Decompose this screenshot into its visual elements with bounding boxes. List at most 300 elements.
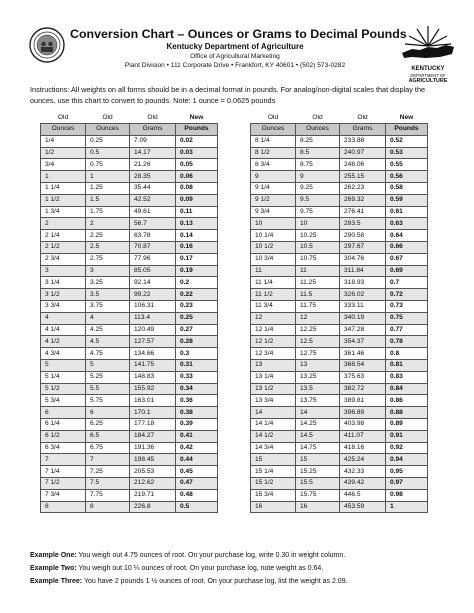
grams-cell: 99.22 bbox=[130, 289, 176, 301]
ounces-decimal-cell: 10.75 bbox=[296, 253, 340, 265]
pounds-cell: 0.98 bbox=[386, 489, 428, 501]
pounds-cell: 0.34 bbox=[176, 383, 218, 395]
table-row bbox=[251, 218, 428, 230]
table-row bbox=[41, 159, 218, 171]
table-row bbox=[41, 171, 218, 183]
grams-cell: 318.93 bbox=[340, 277, 386, 289]
pounds-cell: 0.5 bbox=[176, 501, 218, 513]
grams-cell: 269.32 bbox=[340, 194, 386, 206]
ounces-decimal-cell: 10 bbox=[296, 218, 340, 230]
ounces-decimal-cell: 1.5 bbox=[86, 194, 130, 206]
pounds-cell: 0.19 bbox=[176, 265, 218, 277]
department-name: Kentucky Department of Agriculture bbox=[166, 42, 304, 51]
pounds-cell: 0.17 bbox=[176, 253, 218, 265]
grams-cell: 354.37 bbox=[340, 336, 386, 348]
table-row bbox=[251, 336, 428, 348]
pounds-cell: 0.83 bbox=[386, 371, 428, 383]
column-header: Pounds bbox=[386, 124, 428, 136]
grams-cell: 177.18 bbox=[130, 418, 176, 430]
pounds-cell: 0.09 bbox=[176, 194, 218, 206]
pounds-cell: 0.48 bbox=[176, 489, 218, 501]
ounces-fraction-cell: 8 1/2 bbox=[251, 147, 296, 159]
ounces-decimal-cell: 10.5 bbox=[296, 241, 340, 253]
grams-cell: 403.98 bbox=[340, 418, 386, 430]
ounces-decimal-cell: 16 bbox=[296, 501, 340, 513]
ounces-fraction-cell: 8 1/4 bbox=[251, 135, 296, 147]
grams-cell: 184.27 bbox=[130, 430, 176, 442]
table-row bbox=[251, 383, 428, 395]
ounces-decimal-cell: 10.25 bbox=[296, 230, 340, 242]
grams-cell: 432.33 bbox=[340, 466, 386, 478]
kentucky-seal-icon bbox=[29, 27, 65, 63]
ounces-fraction-cell: 12 1/2 bbox=[251, 336, 296, 348]
table-row bbox=[251, 371, 428, 383]
grams-cell: 113.4 bbox=[130, 312, 176, 324]
ounces-decimal-cell: 11.5 bbox=[296, 289, 340, 301]
example-three: Example Three: You have 2 pounds 1 ½ ounces of root. On your purchase log, list the weight as 2.09. bbox=[30, 578, 348, 585]
top-label: New bbox=[189, 113, 204, 121]
table-row bbox=[251, 135, 428, 147]
ounces-decimal-cell: 2.5 bbox=[86, 241, 130, 253]
ounces-fraction-cell: 5 bbox=[41, 359, 86, 371]
pounds-cell: 0.52 bbox=[386, 135, 428, 147]
grams-cell: 21.26 bbox=[130, 159, 176, 171]
pounds-cell: 0.97 bbox=[386, 477, 428, 489]
table-row bbox=[41, 289, 218, 301]
table-row bbox=[251, 501, 428, 513]
pounds-cell: 0.28 bbox=[176, 336, 218, 348]
ounces-fraction-cell: 15 1/2 bbox=[251, 477, 296, 489]
table-row bbox=[41, 312, 218, 324]
grams-cell: 418.16 bbox=[340, 442, 386, 454]
ounces-decimal-cell: 14.25 bbox=[296, 418, 340, 430]
pounds-cell: 0.39 bbox=[176, 418, 218, 430]
ounces-decimal-cell: 5.25 bbox=[86, 371, 130, 383]
ounces-decimal-cell: 15.25 bbox=[296, 466, 340, 478]
ounces-fraction-cell: 11 1/2 bbox=[251, 289, 296, 301]
grams-cell: 262.23 bbox=[340, 182, 386, 194]
ounces-decimal-cell: 6 bbox=[86, 407, 130, 419]
ounces-decimal-cell: 13.5 bbox=[296, 383, 340, 395]
table-row bbox=[41, 265, 218, 277]
ounces-fraction-cell: 7 1/2 bbox=[41, 477, 86, 489]
table-row bbox=[41, 218, 218, 230]
ounces-decimal-cell: 6.75 bbox=[86, 442, 130, 454]
ounces-fraction-cell: 6 3/4 bbox=[41, 442, 86, 454]
column-header: Grams bbox=[130, 124, 176, 136]
grams-cell: 127.57 bbox=[130, 336, 176, 348]
ounces-fraction-cell: 2 1/2 bbox=[41, 241, 86, 253]
ounces-fraction-cell: 10 1/2 bbox=[251, 241, 296, 253]
column-header: Grams bbox=[340, 124, 386, 136]
grams-cell: 255.15 bbox=[340, 171, 386, 183]
ounces-decimal-cell: 7.25 bbox=[86, 466, 130, 478]
pounds-cell: 0.03 bbox=[176, 147, 218, 159]
grams-cell: 396.89 bbox=[340, 407, 386, 419]
grams-cell: 134.66 bbox=[130, 348, 176, 360]
table-row bbox=[41, 230, 218, 242]
ounces-fraction-cell: 12 bbox=[251, 312, 296, 324]
table-row bbox=[251, 253, 428, 265]
ounces-fraction-cell: 2 3/4 bbox=[41, 253, 86, 265]
ounces-fraction-cell: 5 3/4 bbox=[41, 395, 86, 407]
table-row bbox=[41, 135, 218, 147]
grams-cell: 70.87 bbox=[130, 241, 176, 253]
grams-cell: 425.24 bbox=[340, 454, 386, 466]
ounces-fraction-cell: 9 3/4 bbox=[251, 206, 296, 218]
pounds-cell: 0.41 bbox=[176, 430, 218, 442]
table-row bbox=[41, 206, 218, 218]
pounds-cell: 0.64 bbox=[386, 230, 428, 242]
ounces-decimal-cell: 2.25 bbox=[86, 230, 130, 242]
grams-cell: 226.8 bbox=[130, 501, 176, 513]
ounces-fraction-cell: 14 1/2 bbox=[251, 430, 296, 442]
table-row bbox=[251, 312, 428, 324]
pounds-cell: 0.02 bbox=[176, 135, 218, 147]
ounces-fraction-cell: 4 1/4 bbox=[41, 324, 86, 336]
ounces-decimal-cell: 7 bbox=[86, 454, 130, 466]
ounces-decimal-cell: 9.25 bbox=[296, 182, 340, 194]
pounds-cell: 0.89 bbox=[386, 418, 428, 430]
ounces-decimal-cell: 1.75 bbox=[86, 206, 130, 218]
table-row bbox=[41, 194, 218, 206]
ounces-decimal-cell: 13.25 bbox=[296, 371, 340, 383]
table-row bbox=[41, 395, 218, 407]
kentucky-state-icon bbox=[400, 22, 456, 66]
ounces-fraction-cell: 13 bbox=[251, 359, 296, 371]
pounds-cell: 0.77 bbox=[386, 324, 428, 336]
ounces-decimal-cell: 1 bbox=[86, 171, 130, 183]
pounds-cell: 0.58 bbox=[386, 182, 428, 194]
ounces-decimal-cell: 1.25 bbox=[86, 182, 130, 194]
pounds-cell: 0.38 bbox=[176, 407, 218, 419]
instructions-text: Instructions: All weights on all forms should be in a decimal format in pounds. For analog/non-digital scales that display the ounces, use this chart to convert to pounds. Note: 1 ounce = 0.0625 pounds bbox=[30, 85, 426, 105]
ounces-fraction-cell: 5 1/4 bbox=[41, 371, 86, 383]
ounces-fraction-cell: 3 bbox=[41, 265, 86, 277]
grams-cell: 333.11 bbox=[340, 300, 386, 312]
ounces-decimal-cell: 3.75 bbox=[86, 300, 130, 312]
grams-cell: 85.05 bbox=[130, 265, 176, 277]
pounds-cell: 0.27 bbox=[176, 324, 218, 336]
table-row bbox=[251, 289, 428, 301]
table-row bbox=[41, 300, 218, 312]
example-one: Example One: You weigh out 4.75 ounces of root. On your purchase log, write 0.30 in weight column. bbox=[30, 552, 346, 559]
table-row bbox=[41, 418, 218, 430]
ounces-decimal-cell: 11.75 bbox=[296, 300, 340, 312]
table-row bbox=[251, 277, 428, 289]
ounces-decimal-cell: 12.75 bbox=[296, 348, 340, 360]
ounces-decimal-cell: 13 bbox=[296, 359, 340, 371]
ounces-decimal-cell: 12.5 bbox=[296, 336, 340, 348]
grams-cell: 283.5 bbox=[340, 218, 386, 230]
pounds-cell: 0.59 bbox=[386, 194, 428, 206]
ounces-fraction-cell: 6 1/4 bbox=[41, 418, 86, 430]
ounces-decimal-cell: 0.5 bbox=[86, 147, 130, 159]
grams-cell: 14.17 bbox=[130, 147, 176, 159]
grams-cell: 368.54 bbox=[340, 359, 386, 371]
pounds-cell: 0.63 bbox=[386, 218, 428, 230]
table-row bbox=[41, 383, 218, 395]
grams-cell: 326.02 bbox=[340, 289, 386, 301]
ounces-fraction-cell: 10 1/4 bbox=[251, 230, 296, 242]
table-row bbox=[251, 430, 428, 442]
ounces-decimal-cell: 9.5 bbox=[296, 194, 340, 206]
grams-cell: 35.44 bbox=[130, 182, 176, 194]
ounces-decimal-cell: 11.25 bbox=[296, 277, 340, 289]
top-label: Old bbox=[357, 113, 368, 121]
grams-cell: 389.81 bbox=[340, 395, 386, 407]
ounces-fraction-cell: 16 bbox=[251, 501, 296, 513]
grams-cell: 163.01 bbox=[130, 395, 176, 407]
table-row bbox=[41, 253, 218, 265]
pounds-cell: 0.84 bbox=[386, 383, 428, 395]
table-row bbox=[251, 489, 428, 501]
ounces-decimal-cell: 6.5 bbox=[86, 430, 130, 442]
column-header: Ounces bbox=[86, 124, 130, 136]
pounds-cell: 0.94 bbox=[386, 454, 428, 466]
grams-cell: 212.62 bbox=[130, 477, 176, 489]
grams-cell: 198.45 bbox=[130, 454, 176, 466]
ounces-decimal-cell: 12 bbox=[296, 312, 340, 324]
ounces-decimal-cell: 5.75 bbox=[86, 395, 130, 407]
ounces-decimal-cell: 9.75 bbox=[296, 206, 340, 218]
ounces-fraction-cell: 1 3/4 bbox=[41, 206, 86, 218]
table-row bbox=[41, 359, 218, 371]
ounces-fraction-cell: 1/2 bbox=[41, 147, 86, 159]
ounces-decimal-cell: 15 bbox=[296, 454, 340, 466]
pounds-cell: 0.42 bbox=[176, 442, 218, 454]
pounds-cell: 0.3 bbox=[176, 348, 218, 360]
grams-cell: 219.71 bbox=[130, 489, 176, 501]
pounds-cell: 0.88 bbox=[386, 407, 428, 419]
table-row bbox=[41, 324, 218, 336]
table-row bbox=[251, 477, 428, 489]
table-row bbox=[251, 324, 428, 336]
pounds-cell: 0.91 bbox=[386, 430, 428, 442]
grams-cell: 311.84 bbox=[340, 265, 386, 277]
top-label: New bbox=[399, 113, 414, 121]
ounces-fraction-cell: 9 1/4 bbox=[251, 182, 296, 194]
ounces-fraction-cell: 4 3/4 bbox=[41, 348, 86, 360]
ounces-fraction-cell: 2 1/4 bbox=[41, 230, 86, 242]
grams-cell: 92.14 bbox=[130, 277, 176, 289]
column-header: Ounces bbox=[41, 124, 86, 136]
grams-cell: 233.88 bbox=[340, 135, 386, 147]
ounces-fraction-cell: 9 bbox=[251, 171, 296, 183]
logo-line-1: KENTUCKY bbox=[411, 66, 445, 72]
table-row bbox=[251, 466, 428, 478]
ounces-decimal-cell: 14 bbox=[296, 407, 340, 419]
ounces-fraction-cell: 8 bbox=[41, 501, 86, 513]
table-row bbox=[41, 277, 218, 289]
grams-cell: 297.67 bbox=[340, 241, 386, 253]
ounces-decimal-cell: 13.75 bbox=[296, 395, 340, 407]
grams-cell: 361.46 bbox=[340, 348, 386, 360]
ounces-decimal-cell: 0.75 bbox=[86, 159, 130, 171]
table-row bbox=[251, 230, 428, 242]
grams-cell: 155.92 bbox=[130, 383, 176, 395]
table-row bbox=[41, 336, 218, 348]
logo-line-3: AGRICULTURE bbox=[408, 78, 448, 84]
column-headers bbox=[41, 124, 218, 136]
ounces-decimal-cell: 15.75 bbox=[296, 489, 340, 501]
table-row bbox=[41, 477, 218, 489]
grams-cell: 77.96 bbox=[130, 253, 176, 265]
logo-line-2: DEPARTMENT OF bbox=[410, 73, 446, 78]
ounces-fraction-cell: 6 bbox=[41, 407, 86, 419]
conversion-table-right bbox=[250, 112, 428, 513]
ounces-decimal-cell: 3.25 bbox=[86, 277, 130, 289]
pounds-cell: 0.25 bbox=[176, 312, 218, 324]
pounds-cell: 0.11 bbox=[176, 206, 218, 218]
column-header: Pounds bbox=[176, 124, 218, 136]
ounces-fraction-cell: 13 3/4 bbox=[251, 395, 296, 407]
table-row bbox=[251, 348, 428, 360]
pounds-cell: 0.7 bbox=[386, 277, 428, 289]
top-label: Old bbox=[102, 113, 113, 121]
pounds-cell: 0.92 bbox=[386, 442, 428, 454]
column-header: Ounces bbox=[296, 124, 340, 136]
table-row bbox=[251, 241, 428, 253]
table-row bbox=[41, 371, 218, 383]
ounces-decimal-cell: 3.5 bbox=[86, 289, 130, 301]
ounces-decimal-cell: 2 bbox=[86, 218, 130, 230]
ounces-decimal-cell: 3 bbox=[86, 265, 130, 277]
pounds-cell: 0.69 bbox=[386, 265, 428, 277]
table-row bbox=[41, 430, 218, 442]
grams-cell: 411.07 bbox=[340, 430, 386, 442]
ounces-fraction-cell: 9 1/2 bbox=[251, 194, 296, 206]
pounds-cell: 0.75 bbox=[386, 312, 428, 324]
ounces-fraction-cell: 4 1/2 bbox=[41, 336, 86, 348]
ounces-fraction-cell: 2 bbox=[41, 218, 86, 230]
column-header: Ounces bbox=[251, 124, 296, 136]
grams-cell: 340.19 bbox=[340, 312, 386, 324]
ounces-fraction-cell: 15 bbox=[251, 454, 296, 466]
ounces-decimal-cell: 8.75 bbox=[296, 159, 340, 171]
grams-cell: 248.06 bbox=[340, 159, 386, 171]
ounces-decimal-cell: 9 bbox=[296, 171, 340, 183]
grams-cell: 148.83 bbox=[130, 371, 176, 383]
pounds-cell: 0.45 bbox=[176, 466, 218, 478]
table-row bbox=[251, 194, 428, 206]
ounces-fraction-cell: 12 1/4 bbox=[251, 324, 296, 336]
ounces-decimal-cell: 12.25 bbox=[296, 324, 340, 336]
ounces-decimal-cell: 2.75 bbox=[86, 253, 130, 265]
pounds-cell: 0.78 bbox=[386, 336, 428, 348]
ounces-fraction-cell: 4 bbox=[41, 312, 86, 324]
grams-cell: 56.7 bbox=[130, 218, 176, 230]
ounces-fraction-cell: 6 1/2 bbox=[41, 430, 86, 442]
grams-cell: 42.52 bbox=[130, 194, 176, 206]
grams-cell: 446.5 bbox=[340, 489, 386, 501]
table-row bbox=[41, 466, 218, 478]
table-row bbox=[41, 442, 218, 454]
ounces-fraction-cell: 8 3/4 bbox=[251, 159, 296, 171]
ounces-decimal-cell: 4.5 bbox=[86, 336, 130, 348]
pounds-cell: 0.16 bbox=[176, 241, 218, 253]
top-label: Old bbox=[267, 113, 279, 121]
grams-cell: 49.61 bbox=[130, 206, 176, 218]
pounds-cell: 0.72 bbox=[386, 289, 428, 301]
table-row bbox=[41, 241, 218, 253]
grams-cell: 120.49 bbox=[130, 324, 176, 336]
ounces-fraction-cell: 15 3/4 bbox=[251, 489, 296, 501]
table-row bbox=[41, 348, 218, 360]
ounces-fraction-cell: 1 bbox=[41, 171, 86, 183]
grams-cell: 347.28 bbox=[340, 324, 386, 336]
ounces-fraction-cell: 3/4 bbox=[41, 159, 86, 171]
pounds-cell: 0.81 bbox=[386, 359, 428, 371]
column-headers bbox=[251, 124, 428, 136]
ounces-fraction-cell: 3 1/2 bbox=[41, 289, 86, 301]
table-row bbox=[251, 442, 428, 454]
ounces-fraction-cell: 7 3/4 bbox=[41, 489, 86, 501]
ounces-fraction-cell: 10 bbox=[251, 218, 296, 230]
ounces-fraction-cell: 12 3/4 bbox=[251, 348, 296, 360]
address-line: Plant Division • 111 Corporate Drive • Frankfort, KY 40601 • (502) 573-0282 bbox=[124, 62, 346, 69]
pounds-cell: 0.23 bbox=[176, 300, 218, 312]
ounces-decimal-cell: 7.75 bbox=[86, 489, 130, 501]
conversion-table-left bbox=[40, 112, 218, 513]
pounds-cell: 0.06 bbox=[176, 171, 218, 183]
ounces-fraction-cell: 7 1/4 bbox=[41, 466, 86, 478]
ounces-fraction-cell: 1 1/4 bbox=[41, 182, 86, 194]
ounces-fraction-cell: 11 bbox=[251, 265, 296, 277]
pounds-cell: 0.31 bbox=[176, 359, 218, 371]
ounces-fraction-cell: 1/4 bbox=[41, 135, 86, 147]
ounces-fraction-cell: 1 1/2 bbox=[41, 194, 86, 206]
ounces-decimal-cell: 4.75 bbox=[86, 348, 130, 360]
pounds-cell: 0.47 bbox=[176, 477, 218, 489]
table-row bbox=[251, 182, 428, 194]
grams-cell: 141.75 bbox=[130, 359, 176, 371]
table-row bbox=[251, 147, 428, 159]
pounds-cell: 0.05 bbox=[176, 159, 218, 171]
ounces-fraction-cell: 14 1/4 bbox=[251, 418, 296, 430]
grams-cell: 240.97 bbox=[340, 147, 386, 159]
table-row bbox=[251, 300, 428, 312]
table-row bbox=[251, 407, 428, 419]
grams-cell: 453.59 bbox=[340, 501, 386, 513]
table-row bbox=[251, 418, 428, 430]
grams-cell: 7.09 bbox=[130, 135, 176, 147]
grams-cell: 106.31 bbox=[130, 300, 176, 312]
pounds-cell: 0.61 bbox=[386, 206, 428, 218]
ounces-fraction-cell: 3 1/4 bbox=[41, 277, 86, 289]
ounces-fraction-cell: 10 3/4 bbox=[251, 253, 296, 265]
pounds-cell: 0.22 bbox=[176, 289, 218, 301]
ounces-decimal-cell: 14.5 bbox=[296, 430, 340, 442]
table-row bbox=[251, 206, 428, 218]
top-label: Old bbox=[147, 113, 158, 121]
table-row bbox=[251, 454, 428, 466]
ounces-decimal-cell: 0.25 bbox=[86, 135, 130, 147]
ounces-decimal-cell: 8 bbox=[86, 501, 130, 513]
table-row bbox=[41, 147, 218, 159]
ounces-fraction-cell: 3 3/4 bbox=[41, 300, 86, 312]
ounces-decimal-cell: 4.25 bbox=[86, 324, 130, 336]
ounces-fraction-cell: 11 1/4 bbox=[251, 277, 296, 289]
top-label: Old bbox=[57, 113, 69, 121]
ounces-decimal-cell: 14.75 bbox=[296, 442, 340, 454]
grams-cell: 276.41 bbox=[340, 206, 386, 218]
ounces-fraction-cell: 14 bbox=[251, 407, 296, 419]
ounces-fraction-cell: 13 1/4 bbox=[251, 371, 296, 383]
document-header bbox=[70, 27, 407, 70]
pounds-cell: 0.73 bbox=[386, 300, 428, 312]
pounds-cell: 0.33 bbox=[176, 371, 218, 383]
